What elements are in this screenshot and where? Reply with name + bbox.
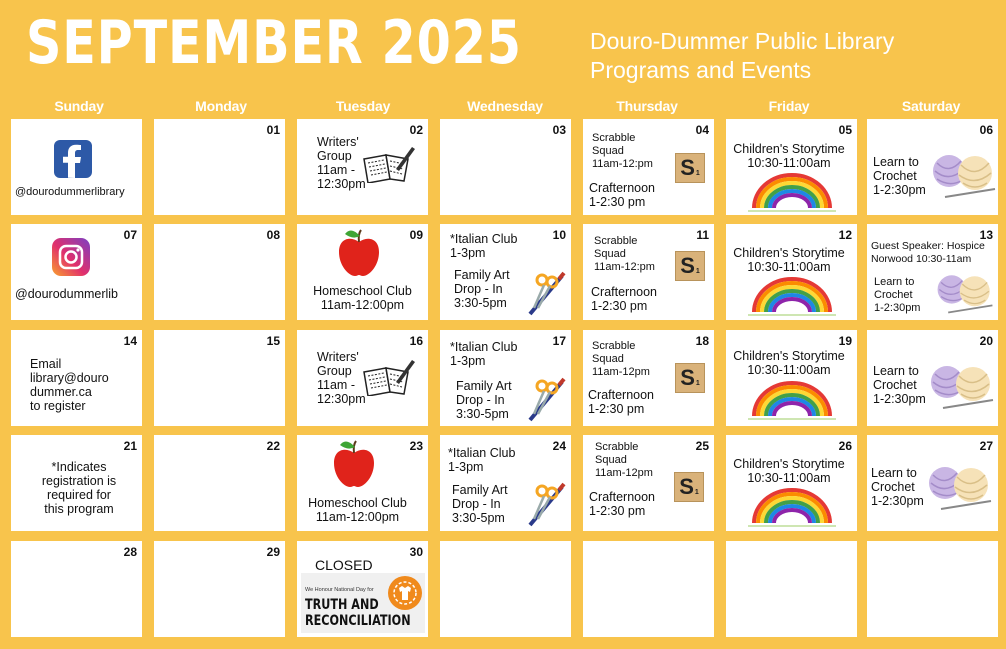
event-time: 1-3pm	[450, 246, 486, 260]
crochet-event	[871, 466, 924, 508]
event-time: 11am-12pm	[595, 467, 653, 479]
date-number: 11	[696, 228, 709, 242]
italian-club-event	[450, 340, 517, 368]
calendar-cell-08	[154, 224, 285, 320]
event-time: 10:30-11:00am	[747, 471, 831, 485]
date-number: 06	[979, 123, 993, 137]
date-number: 18	[695, 334, 709, 348]
date-number: 09	[409, 228, 423, 242]
weekday-saturday: Saturday	[901, 98, 961, 114]
note-line: dummer.ca	[30, 385, 92, 399]
weekday-friday: Friday	[768, 98, 810, 114]
scrabble-event	[594, 235, 655, 274]
calendar-cell-11	[583, 224, 714, 320]
event-time: 1-2:30 pm	[589, 195, 646, 209]
crafternoon-event	[588, 388, 654, 416]
event-line: Squad	[595, 454, 627, 466]
scrabble-event	[595, 441, 653, 480]
calendar-cell-05	[726, 119, 857, 215]
scissors-brush-icon	[526, 270, 566, 316]
page-title: SEPTEMBER 2025	[26, 8, 522, 78]
event-line: *Italian Club	[450, 340, 518, 354]
rainbow-icon	[748, 172, 836, 214]
event-line: *Italian Club	[448, 446, 516, 460]
event-time: 11am-12:pm	[594, 261, 655, 273]
scrabble-tile-icon	[674, 472, 704, 502]
calendar-cell-26	[726, 435, 857, 531]
event-time: 1-2:30 pm	[591, 299, 648, 313]
calendar-cell-02	[297, 119, 428, 215]
weekday-sunday: Sunday	[54, 98, 104, 114]
event-line: Scrabble	[594, 235, 638, 247]
facebook-handle: @dourodummerlibrary	[15, 186, 125, 198]
yarn-crochet-icon	[931, 149, 997, 201]
orange-shirt-logo-icon	[387, 575, 423, 611]
event-line: Group	[317, 149, 352, 163]
banner-caption: We Honour National Day for	[305, 587, 374, 593]
date-number: 27	[979, 439, 993, 453]
tile-letter: S	[680, 365, 695, 390]
note-line: *Indicates	[51, 460, 107, 474]
event-time: 1-2:30 pm	[589, 504, 646, 518]
event-line: Homeschool Club	[313, 284, 412, 298]
event-line: Children's Storytime	[733, 142, 845, 156]
date-number: 12	[838, 228, 852, 242]
calendar-cell-03	[440, 119, 571, 215]
event-line: Children's Storytime	[733, 246, 845, 260]
scrabble-event	[592, 340, 650, 379]
scissors-brush-icon	[526, 376, 566, 422]
calendar-cell-social-facebook	[11, 119, 142, 215]
tile-letter: S	[679, 474, 694, 499]
calendar-cell-29	[154, 541, 285, 637]
event-time: 10:30-11:00am	[747, 363, 831, 377]
scrabble-tile-icon	[675, 153, 705, 183]
event-line: Scrabble	[592, 132, 636, 144]
event-line: Crafternoon	[589, 490, 656, 504]
event-line: 12:30pm	[317, 177, 366, 191]
guest-speaker-event	[871, 240, 985, 266]
event-line: Guest Speaker: Hospice	[871, 240, 985, 252]
calendar-cell-17	[440, 330, 571, 426]
family-art-event	[454, 268, 510, 310]
date-number: 08	[266, 228, 280, 242]
event-line: Crafternoon	[588, 388, 655, 402]
note-line: this program	[44, 502, 114, 516]
tile-score: 1	[695, 267, 700, 275]
writers-group-event	[317, 135, 366, 191]
calendar-cell-13	[867, 224, 998, 320]
calendar-cell-18	[583, 330, 714, 426]
event-line: Crafternoon	[591, 285, 658, 299]
yarn-crochet-icon	[927, 461, 993, 513]
date-number: 13	[979, 228, 993, 242]
calendar-cell-23	[297, 435, 428, 531]
event-line: Learn to	[871, 466, 917, 480]
family-art-event	[456, 379, 512, 421]
storytime-event	[726, 457, 852, 485]
crochet-event	[873, 155, 926, 197]
calendar-cell-empty-2	[583, 541, 714, 637]
calendar-cell-30	[297, 541, 428, 637]
homeschool-event	[292, 496, 423, 524]
calendar-cell-01	[154, 119, 285, 215]
tile-letter: S	[680, 155, 695, 180]
calendar-cell-25	[583, 435, 714, 531]
italian-club-event	[450, 232, 517, 260]
date-number: 15	[266, 334, 280, 348]
event-time: 1-2:30pm	[874, 302, 921, 314]
event-time: 3:30-5pm	[452, 511, 505, 525]
calendar-cell-10	[440, 224, 571, 320]
crafternoon-event	[589, 490, 655, 518]
event-time: 1-2:30pm	[871, 494, 924, 508]
subtitle-line-2: Programs and Events	[590, 57, 812, 83]
writers-group-event	[317, 350, 366, 406]
calendar-cell-24	[440, 435, 571, 531]
weekday-header-row	[8, 98, 1004, 116]
event-line: 11am -	[317, 378, 355, 392]
event-line: Group	[317, 364, 352, 378]
date-number: 28	[123, 545, 137, 559]
weekday-tuesday: Tuesday	[335, 98, 391, 114]
scrabble-tile-icon	[675, 363, 705, 393]
event-time: 1-2:30pm	[873, 392, 926, 406]
family-art-event	[452, 483, 508, 525]
calendar-cell-15	[154, 330, 285, 426]
event-time: 1-2:30pm	[873, 183, 926, 197]
book-writing-icon	[360, 356, 416, 396]
event-line: Homeschool Club	[308, 496, 407, 510]
italian-club-event	[448, 446, 515, 474]
event-line: Crochet	[871, 480, 915, 494]
rainbow-icon	[748, 276, 836, 318]
date-number: 21	[123, 439, 137, 453]
calendar-cell-28	[11, 541, 142, 637]
event-line: *Italian Club	[450, 232, 518, 246]
date-number: 03	[552, 123, 566, 137]
event-line: Family Art	[452, 483, 508, 497]
rainbow-icon	[748, 380, 836, 422]
calendar-cell-07	[11, 224, 142, 320]
note-line: required for	[47, 488, 111, 502]
event-time: 10:30-11:00am	[747, 260, 831, 274]
date-number: 10	[552, 228, 566, 242]
event-time: 1-3pm	[448, 460, 484, 474]
calendar-cell-19	[726, 330, 857, 426]
weekday-thursday: Thursday	[616, 98, 678, 114]
date-number: 20	[979, 334, 993, 348]
library-subtitle	[590, 27, 894, 85]
crafternoon-event	[589, 181, 655, 209]
event-line: Learn to	[873, 155, 919, 169]
calendar-cell-12	[726, 224, 857, 320]
calendar-cell-21	[11, 435, 142, 531]
crafternoon-event	[591, 285, 657, 313]
crochet-event	[874, 276, 920, 315]
truth-reconciliation-banner	[301, 573, 425, 633]
calendar-cell-22	[154, 435, 285, 531]
calendar-cell-04	[583, 119, 714, 215]
note-line: registration is	[41, 474, 117, 488]
calendar-cell-empty-4	[867, 541, 998, 637]
event-time: 11am-12pm	[592, 366, 650, 378]
event-line: Crafternoon	[589, 181, 656, 195]
event-line: Drop - In	[456, 393, 505, 407]
date-number: 22	[266, 439, 280, 453]
scrabble-event	[592, 132, 653, 171]
event-line: Children's Storytime	[733, 349, 845, 363]
event-line: Squad	[594, 248, 626, 260]
registration-note	[27, 460, 131, 516]
event-line: Learn to	[874, 276, 915, 288]
rainbow-icon	[748, 487, 836, 529]
event-line: Family Art	[456, 379, 512, 393]
storytime-event	[726, 142, 852, 170]
apple-icon	[332, 439, 376, 491]
date-number: 14	[123, 334, 137, 348]
date-number: 07	[123, 228, 137, 242]
event-line: Squad	[592, 145, 624, 157]
event-line: Children's Storytime	[733, 457, 845, 471]
event-time: Norwood 10:30-11am	[871, 253, 972, 265]
event-line: 11am -	[317, 163, 355, 177]
event-line: Drop - In	[452, 497, 501, 511]
date-number: 19	[838, 334, 852, 348]
banner-line: TRUTH AND	[305, 597, 379, 613]
date-number: 05	[838, 123, 852, 137]
date-number: 25	[695, 439, 709, 453]
email-register-note	[30, 357, 109, 413]
event-time: 11am-12:00pm	[315, 510, 400, 524]
date-number: 23	[409, 439, 423, 453]
weekday-wednesday: Wednesday	[467, 98, 543, 114]
yarn-crochet-icon	[935, 270, 995, 316]
scrabble-tile-icon	[675, 251, 705, 281]
date-number: 17	[552, 334, 566, 348]
facebook-icon	[54, 140, 92, 178]
event-line: Learn to	[873, 364, 919, 378]
tile-letter: S	[680, 253, 695, 278]
calendar-cell-09	[297, 224, 428, 320]
instagram-handle: @dourodummerlib	[15, 287, 119, 301]
event-time: 11am-12:pm	[592, 158, 653, 170]
date-number: 16	[409, 334, 423, 348]
date-number: 29	[266, 545, 280, 559]
event-line: Writers'	[317, 350, 359, 364]
weekday-monday: Monday	[195, 98, 247, 114]
event-time: 1-2:30 pm	[588, 402, 645, 416]
calendar-cell-empty-3	[726, 541, 857, 637]
event-line: Crochet	[873, 169, 917, 183]
event-line: 12:30pm	[317, 392, 366, 406]
subtitle-line-1: Douro-Dummer Public Library	[590, 28, 895, 54]
storytime-event	[726, 349, 852, 377]
note-line: to register	[30, 399, 86, 413]
tile-score: 1	[695, 379, 700, 387]
apple-icon	[337, 228, 381, 280]
event-line: Writers'	[317, 135, 359, 149]
event-time: 3:30-5pm	[456, 407, 509, 421]
calendar-cell-empty-1	[440, 541, 571, 637]
event-line: Drop - In	[454, 282, 503, 296]
tile-score: 1	[694, 488, 699, 496]
event-line: Squad	[592, 353, 624, 365]
event-line: Scrabble	[592, 340, 636, 352]
closed-label: CLOSED	[315, 557, 373, 573]
scissors-brush-icon	[526, 481, 566, 527]
homeschool-event	[297, 284, 428, 312]
date-number: 02	[409, 123, 423, 137]
calendar-cell-20	[867, 330, 998, 426]
book-writing-icon	[360, 143, 416, 183]
crochet-event	[873, 364, 926, 406]
date-number: 01	[266, 123, 280, 137]
note-line: Email	[30, 357, 62, 371]
note-line: library@douro	[30, 371, 109, 385]
calendar-cell-16	[297, 330, 428, 426]
event-time: 10:30-11:00am	[747, 156, 831, 170]
date-number: 26	[838, 439, 852, 453]
calendar-cell-27	[867, 435, 998, 531]
event-line: Scrabble	[595, 441, 639, 453]
calendar-cell-14	[11, 330, 142, 426]
event-time: 11am-12:00pm	[320, 298, 405, 312]
date-number: 30	[409, 545, 423, 559]
event-time: 3:30-5pm	[454, 296, 507, 310]
tile-score: 1	[695, 169, 700, 177]
calendar-cell-06	[867, 119, 998, 215]
date-number: 24	[552, 439, 566, 453]
date-number: 04	[695, 123, 709, 137]
yarn-crochet-icon	[929, 360, 995, 412]
event-line: Crochet	[873, 378, 917, 392]
event-line: Crochet	[874, 289, 913, 301]
instagram-icon	[52, 238, 90, 276]
storytime-event	[726, 246, 852, 274]
event-time: 1-3pm	[450, 354, 486, 368]
banner-line: RECONCILIATION	[305, 613, 411, 629]
event-line: Family Art	[454, 268, 510, 282]
